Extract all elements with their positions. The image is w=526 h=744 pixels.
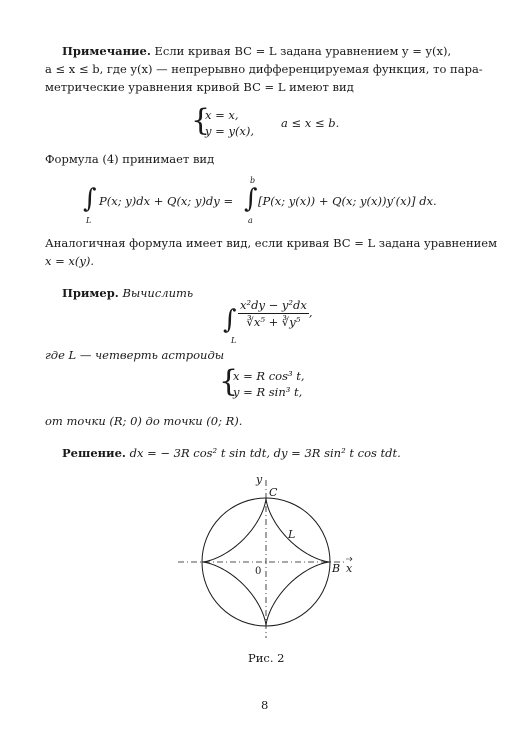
label-x: x — [346, 562, 353, 575]
astroid-brace: { — [219, 364, 239, 399]
note-label: Примечание. — [62, 44, 151, 58]
system-eq-1: x = x, — [205, 108, 239, 122]
analog-line-1: Аналогичная формула имеет вид, если кривая BC = L задана уравнением — [45, 236, 498, 250]
system-range: a ≤ x ≤ b. — [281, 116, 340, 130]
example-from-to: от точки (R; 0) до точки (0; R). — [45, 414, 243, 428]
example-fraction — [238, 298, 313, 329]
formula4-lower: a — [248, 216, 253, 225]
integral-sign-3: ∫ — [223, 305, 237, 335]
system-eq-2: y = y(x), — [205, 124, 255, 138]
astroid-eq-2: y = R sin³ t, — [233, 385, 303, 399]
example-where: где L — четверть астроиды — [45, 348, 225, 362]
analog-line-2: x = x(y). — [45, 254, 95, 268]
x-arrow-icon — [346, 557, 352, 561]
note-line-3: метрические уравнения кривой BC = L имеют вид — [45, 80, 354, 94]
solution-line — [62, 446, 401, 460]
figure-caption: Рис. 2 — [248, 651, 285, 665]
example-int-sub: L — [231, 336, 237, 345]
integral-sign-1: ∫ — [83, 184, 97, 214]
astroid-figure — [170, 470, 360, 640]
formula4-upper: b — [250, 176, 256, 185]
formula4-intro: Формула (4) принимает вид — [45, 152, 215, 166]
note-line-1 — [62, 44, 451, 58]
label-c: C — [269, 486, 278, 499]
label-l: L — [288, 528, 296, 541]
label-origin: 0 — [255, 566, 262, 577]
formula4-lhs-sub: L — [86, 216, 92, 225]
label-y: y — [256, 473, 263, 486]
label-b: B — [332, 562, 341, 575]
note-line-2: a ≤ x ≤ b, где y(x) — непрерывно дифференцируемая функция, то пара- — [45, 62, 483, 76]
integral-sign-2: ∫ — [244, 184, 258, 214]
system-brace: { — [191, 103, 211, 138]
solution-label: Решение. — [62, 446, 126, 460]
note-line-1-text: Если кривая BC = L задана уравнением y = y(x), — [154, 44, 452, 58]
formula4-rhs: [P(x; y(x)) + Q(x; y(x))y′(x)] dx. — [258, 194, 437, 208]
astroid-eq-1: x = R cos³ t, — [233, 369, 305, 383]
example-numerator: x²dy − y²dx — [240, 298, 307, 312]
formula4-lhs: P(x; y)dx + Q(x; y)dy = — [99, 194, 234, 208]
example-trailing: , — [308, 305, 313, 320]
solution-text: dx = − 3R cos² t sin tdt, dy = 3R sin² t cos tdt. — [129, 446, 401, 460]
example-label: Пример. — [62, 286, 119, 300]
example-denominator: ∛x⁵ + ∛y⁵ — [246, 315, 301, 329]
page-number: 8 — [261, 698, 269, 712]
example-line — [62, 286, 193, 300]
example-text: Вычислить — [122, 286, 194, 300]
